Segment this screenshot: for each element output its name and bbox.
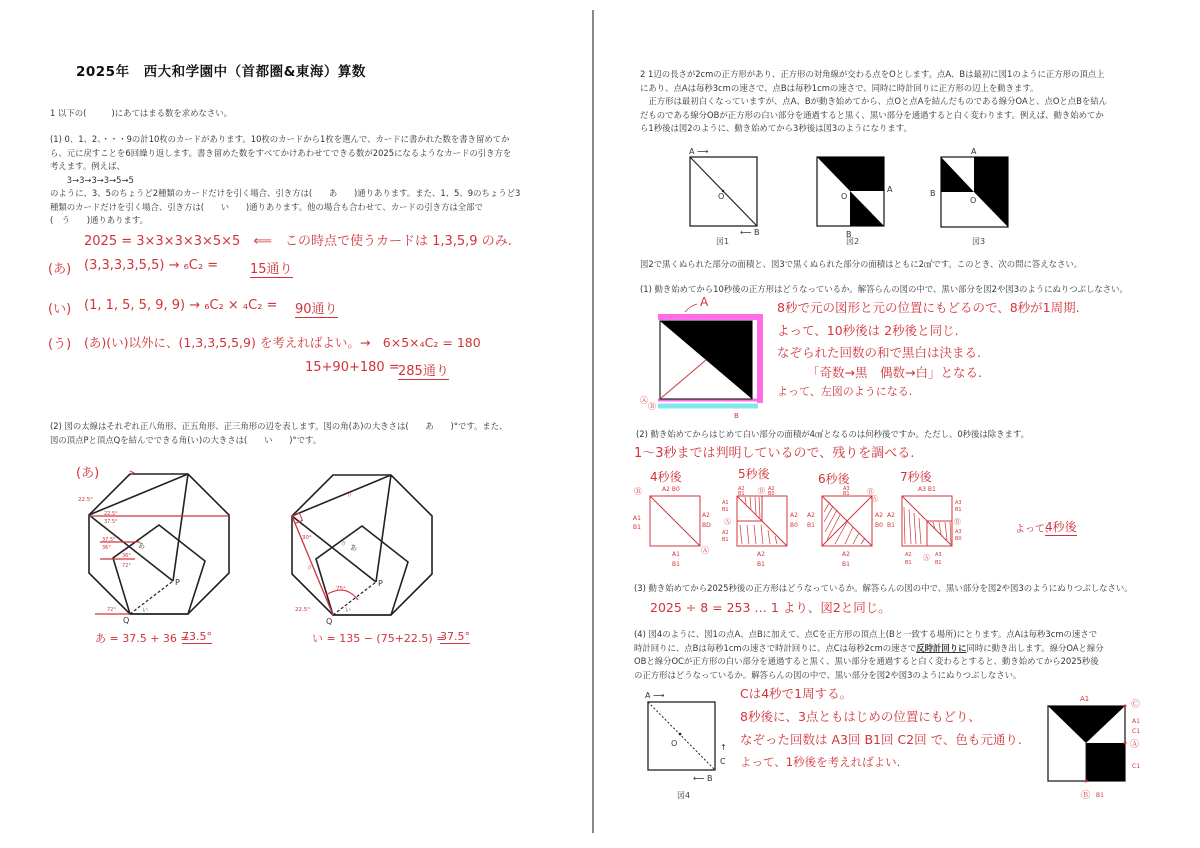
svg-text:Ⓑ: Ⓑ xyxy=(954,518,961,526)
answer-u-work: (あ)(い)以外に、(1,3,3,5,5,9) を考えればよい。→ 6×5×₄C₂ = 180 xyxy=(84,335,481,350)
answer-u-result: 285通り xyxy=(398,360,449,380)
answer-a-label: (あ) xyxy=(48,262,72,277)
text-line: OBと線分OCが正方形の白い部分を通過すると黒く、黒い部分を通過すると白く変わるとすると、動き始めてから2025秒後 xyxy=(634,656,1099,666)
svg-text:Ⓐ: Ⓐ xyxy=(871,495,878,503)
svg-text:Ⓐ: Ⓐ xyxy=(1130,740,1140,750)
fig-a-label: (あ) xyxy=(76,466,100,481)
figure-1 xyxy=(689,147,770,245)
svg-text:O: O xyxy=(970,196,977,205)
svg-text:A2: A2 xyxy=(722,530,729,536)
q2-4-answer-text xyxy=(740,682,1022,774)
svg-text:⟵ B: ⟵ B xyxy=(693,774,713,783)
svg-text:い: い xyxy=(345,607,352,614)
svg-text:A2: A2 xyxy=(738,486,745,492)
answer-line: Cは4秒で1周する。 xyxy=(740,686,853,701)
panel-title-7: 7秒後 xyxy=(900,470,932,484)
svg-text:Ⓒ: Ⓒ xyxy=(1131,700,1141,710)
svg-text:B1: B1 xyxy=(1096,792,1104,799)
svg-text:A2: A2 xyxy=(807,512,815,519)
text-line: 同時に動き出します。線分OAと線分 xyxy=(966,642,1104,653)
text-line: 考えます。例えば、 xyxy=(50,161,125,171)
svg-text:Ⓐ: Ⓐ xyxy=(724,518,731,526)
svg-text:Ⓐ: Ⓐ xyxy=(640,396,648,405)
svg-text:A3: A3 xyxy=(843,486,850,492)
answer-line: なぞられた回数の和で黒白は決まる. xyxy=(777,345,981,360)
svg-text:A2: A2 xyxy=(875,512,883,519)
svg-text:Ⓐ: Ⓐ xyxy=(701,546,709,555)
svg-text:B0: B0 xyxy=(955,536,962,542)
text-line: 正方形は最初白くなっていますが、点A、Bが動き始めてから、点Oと点Aを結んだものである線分OAと、点Oと点Bを結ん xyxy=(640,96,1108,106)
svg-text:36°: 36° xyxy=(122,553,131,559)
svg-text:Q: Q xyxy=(326,617,333,626)
svg-text:A3: A3 xyxy=(955,500,962,506)
svg-text:B1: B1 xyxy=(672,561,680,568)
svg-text:C: C xyxy=(720,757,726,766)
svg-text:75°: 75° xyxy=(336,586,346,592)
svg-text:B1: B1 xyxy=(807,522,815,529)
panel-4-seconds xyxy=(630,482,710,574)
octagon-figure-i xyxy=(270,455,490,655)
answer-line: よって、10秒後は 2秒後と同じ. xyxy=(777,323,959,338)
answer-line: よって、1秒後を考えればよい. xyxy=(740,755,901,769)
q1-2-text xyxy=(50,420,508,447)
text-line: ( う )通りあります。 xyxy=(50,215,148,225)
text-line: 図の頂点Pと頂点Qを結んでできる角(い)の大きさは( い )°です。 xyxy=(50,434,322,445)
q2-2-note: 1〜3秒までは判明しているので、残りを調べる. xyxy=(634,446,915,461)
answer-line: よって、左図のようになる. xyxy=(777,385,913,398)
text-line: (4) 図4のように、図1の点A、点Bに加えて、点Cを正方形の頂点上(Bと一致する場所)にとります。点Aは毎秒3cmの速さで xyxy=(634,629,1098,639)
svg-text:BD: BD xyxy=(702,522,711,529)
svg-text:A1: A1 xyxy=(722,500,729,506)
svg-text:A1: A1 xyxy=(672,551,680,558)
q1-intro: 1 以下の( )にあてはまる数を求めなさい。 xyxy=(50,108,233,118)
q2-4-text xyxy=(634,628,1104,682)
svg-text:A2: A2 xyxy=(768,486,775,492)
answer-line: 「奇数→黒 偶数→白」となる. xyxy=(807,365,982,380)
svg-text:36°: 36° xyxy=(102,545,111,551)
svg-text:あ: あ xyxy=(138,542,145,550)
svg-text://: // xyxy=(342,541,346,547)
svg-text:B1: B1 xyxy=(738,491,745,497)
panel-7-seconds xyxy=(885,482,985,574)
svg-text:P: P xyxy=(175,578,180,587)
q1-1-text xyxy=(50,133,520,228)
svg-text:O: O xyxy=(718,192,725,201)
svg-text:O: O xyxy=(841,192,848,201)
svg-text:A: A xyxy=(971,147,977,156)
svg-text:あ: あ xyxy=(350,544,357,552)
figure-3-caption: 図3 xyxy=(972,237,986,246)
figure-2 xyxy=(815,155,905,245)
svg-text:A2: A2 xyxy=(905,552,912,558)
svg-text:A3 B1: A3 B1 xyxy=(918,486,936,493)
svg-text:C1: C1 xyxy=(1132,763,1141,770)
svg-text:A ⟶: A ⟶ xyxy=(689,147,709,156)
answer-figure-q2-4 xyxy=(1030,690,1160,810)
q2-1-answer-text xyxy=(777,296,1080,402)
svg-text:B0: B0 xyxy=(875,522,883,529)
svg-text:A2: A2 xyxy=(790,512,798,519)
svg-text:A1: A1 xyxy=(1132,718,1140,725)
answer-a-work: (3,3,3,3,5,5) → ₆C₂ = xyxy=(84,258,219,273)
svg-text:22.5°: 22.5° xyxy=(295,607,310,613)
text-line: ら1秒後は図2のように、動き始めてから3秒後は図3のようになります。 xyxy=(640,123,912,133)
svg-text:B1: B1 xyxy=(935,560,942,566)
svg-text:B1: B1 xyxy=(722,537,729,543)
answer-line: 8秒で元の図形と元の位置にもどるので、8秒が1周期. xyxy=(777,300,1080,315)
figure-4-caption: 図4 xyxy=(677,791,691,800)
svg-text:B0: B0 xyxy=(790,522,798,529)
svg-text:A2: A2 xyxy=(757,551,765,558)
svg-text:O: O xyxy=(671,739,678,748)
text-line: だものである線分OBが正方形の白い部分を通過すると黒く、黒い部分を通過すると白く変わります。例えば、動き始めてか xyxy=(640,109,1104,120)
svg-text:30°: 30° xyxy=(302,535,312,541)
q2-2-text: (2) 動き始めてからはじめて白い部分の面積が4㎠となるのは何秒後ですか。ただし、0秒後は除きます。 xyxy=(636,429,1030,439)
svg-text:37.5°: 37.5° xyxy=(104,519,118,525)
svg-text:B1: B1 xyxy=(843,491,850,497)
svg-text:P: P xyxy=(378,579,383,588)
q2-text xyxy=(640,68,1107,136)
svg-text:72°: 72° xyxy=(107,607,116,613)
figure-1-caption: 図1 xyxy=(716,237,730,246)
text-line: 3→3→3→3→5→5 xyxy=(50,174,134,185)
text-line: 2 1辺の長さが2cmの正方形があり、正方形の対角線が交わる点をOとします。点A、Bは最初に図1のように正方形の頂点上 xyxy=(640,69,1105,79)
answer-i-label: (い) xyxy=(48,302,72,317)
page-divider xyxy=(592,10,594,833)
svg-text:72°: 72° xyxy=(122,563,131,569)
text-line: (1) 0、1、2、・・・9の計10枚のカードがあります。10枚のカードから1枚を選んで、カードに書かれた数を書き留めてか xyxy=(50,134,510,144)
text-line: 種類のカードだけを引く場合、引き方は( い )通りあります。他の場合も合わせて、カードの引き方は全部で xyxy=(50,201,483,212)
svg-text:Q: Q xyxy=(123,616,130,625)
answer-factorization: 2025 = 3×3×3×3×5×5 ⟸ この時点で使うカードは 1,3,5,9 のみ. xyxy=(84,234,512,249)
page-title: 2025年 西大和学園中（首都圏&東海）算数 xyxy=(76,64,366,80)
fig-a-answer: 73.5° xyxy=(182,630,212,643)
svg-text:B: B xyxy=(930,189,936,198)
svg-text:Ⓑ: Ⓑ xyxy=(1081,791,1091,801)
fig-i-answer: 37.5° xyxy=(440,630,470,643)
svg-text:C1: C1 xyxy=(1132,728,1141,735)
answer-i-work: (1, 1, 5, 5, 9, 9) → ₆C₂ × ₄C₂ = xyxy=(84,298,278,313)
svg-text:22.5°: 22.5° xyxy=(78,497,93,503)
answer-figure-q2-1 xyxy=(640,290,760,420)
svg-text:A2: A2 xyxy=(842,551,850,558)
svg-text:Ⓑ: Ⓑ xyxy=(648,402,656,411)
svg-text:Ⓑ: Ⓑ xyxy=(758,487,765,495)
svg-text:A2: A2 xyxy=(887,512,895,519)
panel-title-6: 6秒後 xyxy=(818,472,850,486)
svg-text:37.5°: 37.5° xyxy=(102,537,116,543)
svg-text:A3: A3 xyxy=(955,529,962,535)
svg-text:A1: A1 xyxy=(633,515,641,522)
answer-line: 8秒後に、3点ともはじめの位置にもどり、 xyxy=(740,709,981,724)
answer-u-sum: 15+90+180 = xyxy=(305,360,400,375)
svg-text:Ⓑ: Ⓑ xyxy=(867,488,874,496)
svg-text:A1: A1 xyxy=(1080,695,1090,703)
svg-text:B1: B1 xyxy=(842,561,850,568)
svg-text:Ⓐ: Ⓐ xyxy=(923,554,930,562)
svg-text:B1: B1 xyxy=(633,524,641,531)
svg-text://: // xyxy=(348,492,352,498)
q2-2-conclusion-prefix: よって、 xyxy=(1015,524,1055,535)
svg-text:B1: B1 xyxy=(905,560,912,566)
q2-3-answer: 2025 ÷ 8 = 253 … 1 より、図2と同じ。 xyxy=(650,600,891,615)
svg-text:B1: B1 xyxy=(722,507,729,513)
octagon-figure-a xyxy=(60,455,280,655)
figure-4 xyxy=(645,690,735,800)
fig-i-answer-expr: い = 135 − (75+22.5) = xyxy=(312,632,446,645)
answer-a-result: 15通り xyxy=(250,258,293,278)
svg-text:A ⟶: A ⟶ xyxy=(645,691,665,700)
svg-text:A: A xyxy=(700,295,709,309)
area-note: 図2で黒くぬられた部分の面積と、図3で黒くぬられた部分の面積はともに2㎠です。このとき、次の問に答えなさい。 xyxy=(640,259,1083,269)
svg-text:⟵ B: ⟵ B xyxy=(740,228,760,237)
answer-line: なぞった回数は A3回 B1回 C2回 で、色も元通り. xyxy=(740,732,1022,747)
svg-text:Ⓑ: Ⓑ xyxy=(634,487,642,496)
svg-text:A2 B0: A2 B0 xyxy=(662,486,680,493)
text-line: (2) 図の太線はそれぞれ正八角形、正五角形、正三角形の辺を表します。図の角(あ)の大きさは( あ )°です。また、 xyxy=(50,421,508,431)
svg-text://: // xyxy=(308,565,312,571)
figure-3 xyxy=(930,148,1020,243)
svg-text:B: B xyxy=(734,412,739,420)
svg-text:↑: ↑ xyxy=(720,743,727,752)
svg-text:B1: B1 xyxy=(955,507,962,513)
text-line: にあり、点Aは毎秒3cmの速さで、点Bは毎秒1cmの速さで、同時に時計回りに正方形の辺上を動きます。 xyxy=(640,82,1039,93)
svg-text:B: B xyxy=(846,230,852,239)
figure-2-caption: 図2 xyxy=(846,237,860,246)
svg-text:A2: A2 xyxy=(702,512,710,519)
svg-text:A: A xyxy=(887,185,893,194)
panel-title-5: 5秒後 xyxy=(738,467,770,481)
text-line: 時計回りに、点Bは毎秒1cmの速さで時計回りに、点Cは毎秒2cmの速さで xyxy=(634,642,917,653)
text-line: の正方形はどうなっているか。解答らんの図の中で、黒い部分を図2や図3のようにぬりつぶしなさい。 xyxy=(634,669,1022,680)
svg-text:B1: B1 xyxy=(757,561,765,568)
svg-text:B1: B1 xyxy=(887,522,895,529)
svg-text:い: い xyxy=(142,607,149,614)
fig-a-answer-expr: あ = 37.5 + 36 = xyxy=(95,632,190,645)
q2-3-text: (3) 動き始めてから2025秒後の正方形はどうなっているか。解答らんの図の中で、黒い部分を図2や図3のようにぬりつぶしなさい。 xyxy=(634,583,1133,593)
answer-i-result: 90通り xyxy=(295,298,338,318)
text-line: のように、3、5のちょうど2種類のカードだけを引く場合、引き方は( あ )通りあります。また、1、5、9のちょうど3 xyxy=(50,188,521,198)
q2-2-conclusion: 4秒後 xyxy=(1045,520,1077,534)
svg-text:A3: A3 xyxy=(935,552,942,558)
svg-text:22.5°: 22.5° xyxy=(104,511,118,517)
answer-u-label: (う) xyxy=(48,337,72,352)
emphasis-counterclockwise: 反時計回りに xyxy=(916,642,967,653)
q2-1-text: (1) 動き始めてから10秒後の正方形はどうなっているか。解答らんの図の中で、黒い部分を図2や図3のようにぬりつぶしなさい。 xyxy=(640,284,1128,294)
svg-text:B0: B0 xyxy=(768,491,775,497)
text-line: ら、元に戻すことを6回繰り返します。書き留めた数をすべてかけあわせてできる数が2025になるようなカードの引き方を xyxy=(50,147,512,158)
panel-title-4: 4秒後 xyxy=(650,470,682,484)
